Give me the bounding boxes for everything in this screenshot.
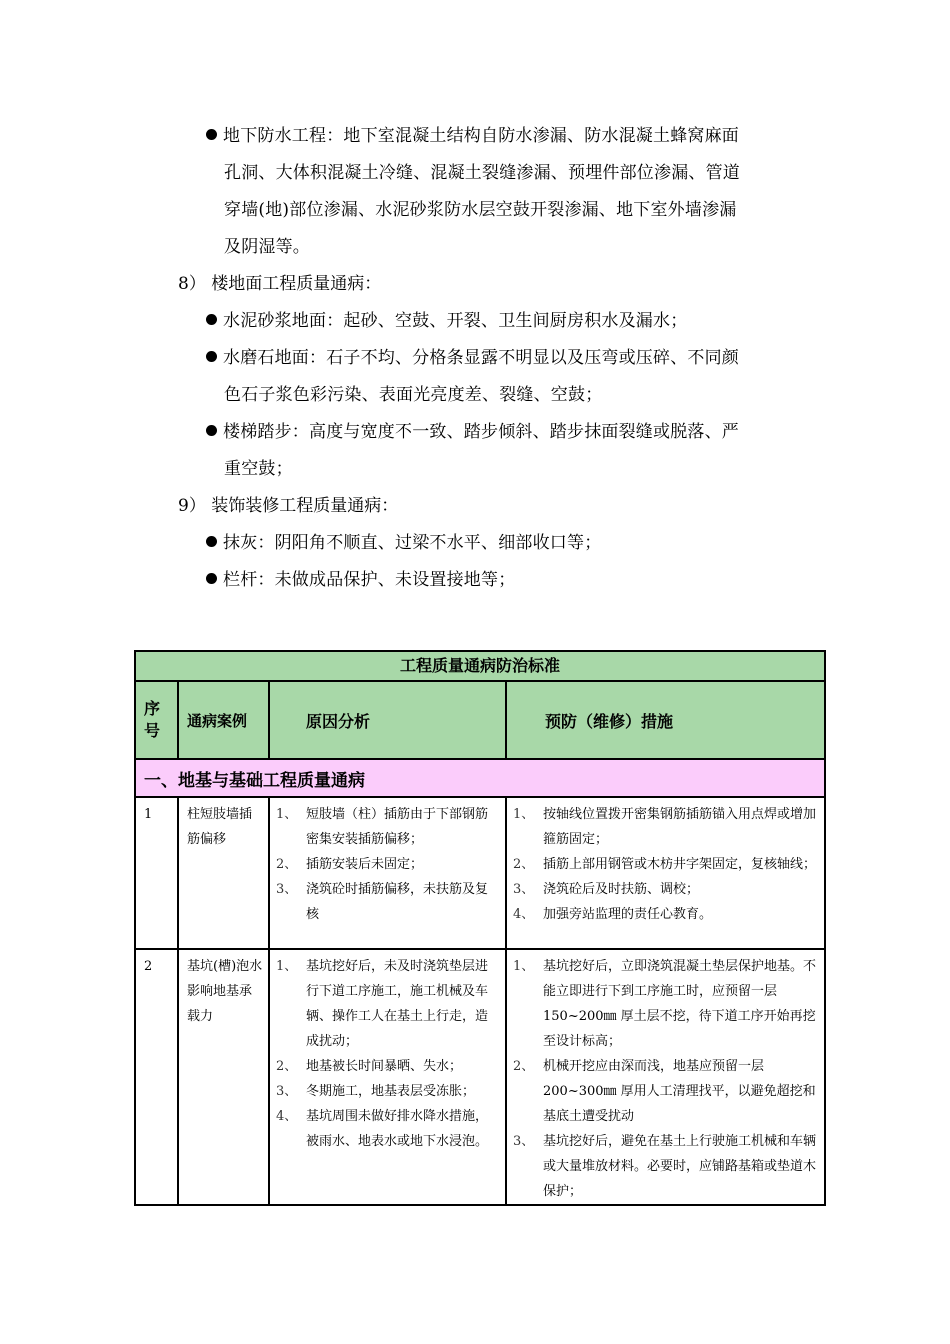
row-measures	[506, 797, 825, 949]
header-seq-bottom: 号	[144, 721, 161, 740]
measure-item: 3、 基坑挖好后，避免在基土上行驶施工机械和车辆或大量堆放材料。必要时，应铺路基箱或垫道木保护；	[513, 1134, 817, 1199]
bullet-text: 抹灰：阴阳角不顺直、过梁不水平、细部收口等；	[223, 533, 602, 553]
bullet-continuation: 重空鼓；	[224, 459, 293, 479]
cause-item: 1、 基坑挖好后，未及时浇筑垫层进行下道工序施工，施工机械及车辆、操作工人在基土上行走，造成扰动；	[276, 959, 489, 1049]
row-case: 基坑(槽)泡水影响地基承载力	[178, 949, 269, 1205]
table-row	[135, 797, 825, 949]
measure-item: 3、 浇筑砼后及时扶筋、调校；	[513, 882, 700, 897]
measure-item: 4、 加强旁站监理的责任心教育。	[513, 907, 713, 922]
measure-item: 1、 按轴线位置拨开密集钢筋插筋锚入用点焊或增加箍筋固定；	[513, 807, 817, 847]
bullet-text: 地下防水工程：地下室混凝土结构自防水渗漏、防水混凝土蜂窝麻面	[223, 126, 739, 146]
bullet-text: 栏杆：未做成品保护、未设置接地等；	[223, 570, 516, 590]
header-seq	[135, 681, 178, 759]
row-causes	[269, 949, 506, 1205]
bullet-continuation: 穿墙(地)部位渗漏、水泥砂浆防水层空鼓开裂渗漏、地下室外墙渗漏	[224, 200, 737, 220]
header-case: 通病案例	[178, 681, 269, 759]
row-case: 柱短肢墙插筋偏移	[178, 797, 269, 949]
measure-item: 2、 插筋上部用钢管或木枋井字架固定，复核轴线；	[513, 857, 817, 872]
header-seq-top: 序	[144, 699, 161, 718]
row-number: 2	[135, 949, 178, 1205]
bullet-dot-icon	[206, 351, 217, 362]
cause-item: 3、 冬期施工，地基表层受冻胀；	[276, 1084, 476, 1099]
cause-item: 4、 基坑周围未做好排水降水措施，被雨水、地表水或地下水浸泡。	[276, 1109, 489, 1149]
bullet-plastering	[206, 525, 816, 562]
section-foundation: 一、地基与基础工程质量通病	[135, 759, 825, 797]
bullet-dot-icon	[206, 129, 217, 140]
heading-decoration-quality: 9） 装饰装修工程质量通病：	[178, 496, 399, 516]
bullet-text: 水泥砂浆地面：起砂、空鼓、开裂、卫生间厨房积水及漏水；	[223, 311, 688, 331]
heading-floor-quality: 8） 楼地面工程质量通病：	[178, 274, 382, 294]
bullet-text: 楼梯踏步：高度与宽度不一致、踏步倾斜、踏步抹面裂缝或脱落、严	[223, 422, 739, 442]
row-measures	[506, 949, 825, 1205]
bullet-dot-icon	[206, 573, 217, 584]
bullet-continuation: 孔洞、大体积混凝土冷缝、混凝土裂缝渗漏、预埋件部位渗漏、管道	[224, 163, 740, 183]
bullet-dot-icon	[206, 425, 217, 436]
measure-item: 1、 基坑挖好后，立即浇筑混凝土垫层保护地基。不能立即进行下到工序施工时，应预留一层 150~200㎜ 厚土层不挖，待下道工序开始再挖至设计标高；	[513, 959, 817, 1049]
cause-item: 1、 短肢墙（柱）插筋由于下部钢筋密集安装插筋偏移；	[276, 807, 489, 847]
bullet-cement-floor	[206, 303, 816, 340]
bullet-dot-icon	[206, 536, 217, 547]
bullet-stair-steps	[206, 414, 816, 451]
row-causes	[269, 797, 506, 949]
measure-item: 2、 机械开挖应由深而浅，地基应预留一层 200~300㎜ 厚用人工清理找平，以避免超挖和基底土遭受扰动	[513, 1059, 816, 1124]
header-prevent: 预防（维修）措施	[506, 681, 825, 759]
bullet-dot-icon	[206, 314, 217, 325]
bullet-text: 水磨石地面：石子不均、分格条显露不明显以及压弯或压碎、不同颜	[223, 348, 739, 368]
bullet-continuation: 及阴湿等。	[224, 237, 310, 257]
bullet-terrazzo-floor	[206, 340, 816, 377]
bullet-railing	[206, 562, 816, 599]
row-number: 1	[135, 797, 178, 949]
cause-item: 2、 地基被长时间暴晒、失水；	[276, 1059, 463, 1074]
cause-item: 3、 浇筑砼时插筋偏移，未扶筋及复核	[276, 882, 489, 922]
quality-defects-table	[134, 650, 826, 1206]
bullet-continuation: 色石子浆色彩污染、表面光亮度差、裂缝、空鼓；	[224, 385, 603, 405]
table-title: 工程质量通病防治标准	[135, 651, 825, 681]
cause-item: 2、 插筋安装后未固定；	[276, 857, 424, 872]
bullet-underground-waterproofing	[206, 118, 816, 155]
header-cause: 原因分析	[269, 681, 506, 759]
table-row	[135, 949, 825, 1205]
